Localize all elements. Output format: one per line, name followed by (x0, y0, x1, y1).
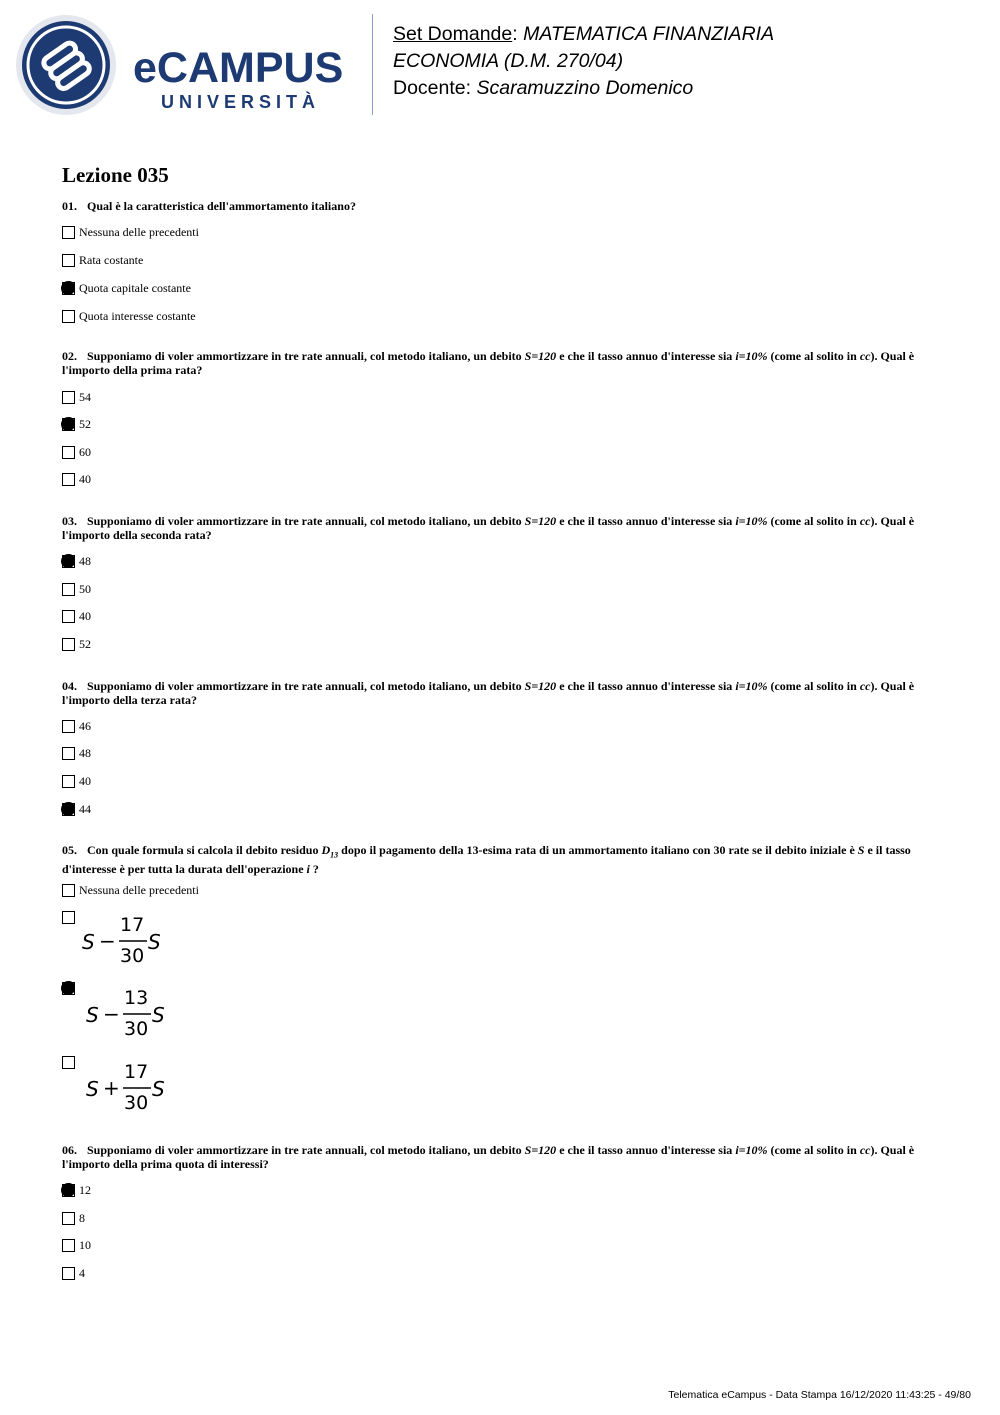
q01-option-2[interactable]: Rata costante (62, 252, 143, 268)
checkbox[interactable] (62, 638, 75, 651)
q04-option-3[interactable]: 40 (62, 773, 91, 789)
q05-option-1[interactable]: Nessuna delle precedenti (62, 882, 199, 898)
q06-option-3[interactable]: 10 (62, 1237, 91, 1253)
q04-option-1[interactable]: 46 (62, 718, 91, 734)
question-05: 05. Con quale formula si calcola il debito residuo $D_{13}$ dopo il pagamento della 13-esima rata di un ammortamento italiano con 30 rate se il debito iniziale è S e il tasso d'interesse è per tutta la durata dell'operazione i ? (62, 843, 911, 877)
q01-option-1[interactable]: Nessuna delle precedenti (62, 224, 199, 240)
checkbox[interactable] (62, 720, 75, 733)
svg-text:30: 30 (124, 1092, 149, 1114)
print-footer: Telematica eCampus - Data Stampa 16/12/2020 11:43:25 - 49/80 (668, 1389, 971, 1401)
q06-option-2[interactable]: 8 (62, 1210, 85, 1226)
q01-option-4[interactable]: Quota interesse costante (62, 308, 196, 324)
program-name: ECONOMIA (D.M. 270/04) (393, 50, 624, 72)
teacher-name: Scaramuzzino Domenico (476, 77, 694, 99)
checkbox[interactable] (62, 1212, 75, 1225)
checkbox[interactable] (62, 747, 75, 760)
question-02: 02. Supponiamo di voler ammortizzare in tre rate annuali, col metodo italiano, un debito S=120 e che il tasso annuo d'interesse sia i=10% (come al solito in cc). Qual è l'importo della prima rata? (62, 349, 915, 377)
question-06: 06. Supponiamo di voler ammortizzare in tre rate annuali, col metodo italiano, un debito S=120 e che il tasso annuo d'interesse sia i=10% (come al solito in cc). Qual è l'importo della prima quota di interessi? (62, 1143, 915, 1171)
checkbox[interactable] (62, 226, 75, 239)
checkbox[interactable] (62, 1056, 75, 1069)
checkbox[interactable] (62, 446, 75, 459)
header-divider (372, 14, 373, 115)
q03-option-1[interactable]: 48 (62, 553, 91, 569)
svg-text:S: S (152, 1077, 165, 1101)
svg-text:S: S (86, 1077, 99, 1101)
svg-text:17: 17 (124, 1061, 149, 1083)
checkbox[interactable] (62, 610, 75, 623)
svg-text:+: + (103, 1076, 120, 1100)
svg-text:S: S (152, 1003, 165, 1027)
formula-image (86, 1058, 186, 1120)
q02-option-2[interactable]: 52 (62, 416, 91, 432)
checkbox[interactable] (62, 254, 75, 267)
set-label: Set Domande (393, 23, 513, 45)
q06-option-1[interactable]: 12 (62, 1182, 91, 1198)
svg-text:30: 30 (124, 1018, 149, 1040)
question-01: 01. Qual è la caratteristica dell'ammortamento italiano? (62, 199, 356, 213)
svg-text:S: S (82, 930, 95, 954)
checkbox[interactable] (62, 911, 75, 924)
checkbox[interactable] (62, 775, 75, 788)
lesson-title: Lezione 035 (62, 163, 169, 187)
checkbox[interactable] (62, 1239, 75, 1252)
ecampus-logo (15, 14, 360, 116)
checkbox[interactable] (62, 1267, 75, 1280)
checkbox[interactable] (62, 473, 75, 486)
q02-option-1[interactable]: 54 (62, 389, 91, 405)
formula-image (86, 984, 186, 1046)
q04-option-4[interactable]: 44 (62, 801, 91, 817)
svg-text:S: S (148, 930, 161, 954)
formula-image (82, 911, 182, 973)
q04-option-2[interactable]: 48 (62, 745, 91, 761)
checkbox-checked[interactable] (62, 282, 75, 295)
course-name: MATEMATICA FINANZIARIA (523, 23, 775, 45)
svg-text:S: S (86, 1003, 99, 1027)
q01-option-3[interactable]: Quota capitale costante (62, 280, 191, 296)
course-header: Set Domande: MATEMATICA FINANZIARIA ECONOMIA (D.M. 270/04) Docente: Scaramuzzino Domenico (393, 23, 775, 99)
svg-text:17: 17 (120, 914, 145, 936)
q02-option-4[interactable]: 40 (62, 471, 91, 487)
checkbox[interactable] (62, 583, 75, 596)
checkbox[interactable] (62, 884, 75, 897)
checkbox-checked[interactable] (62, 418, 75, 431)
teacher-label: Docente (393, 77, 466, 99)
svg-text:eCAMPUS: eCAMPUS (133, 44, 344, 92)
q03-option-3[interactable]: 40 (62, 608, 91, 624)
checkbox[interactable] (62, 310, 75, 323)
question-03: 03. Supponiamo di voler ammortizzare in tre rate annuali, col metodo italiano, un debito S=120 e che il tasso annuo d'interesse sia i=10% (come al solito in cc). Qual è l'importo della seconda rata? (62, 514, 915, 542)
q02-option-3[interactable]: 60 (62, 444, 91, 460)
q06-option-4[interactable]: 4 (62, 1265, 85, 1281)
svg-text:−: − (99, 929, 116, 953)
svg-text:−: − (103, 1002, 120, 1026)
question-04: 04. Supponiamo di voler ammortizzare in tre rate annuali, col metodo italiano, un debito S=120 e che il tasso annuo d'interesse sia i=10% (come al solito in cc). Qual è l'importo della terza rata? (62, 679, 915, 707)
svg-text:30: 30 (120, 945, 145, 967)
checkbox-checked[interactable] (62, 555, 75, 568)
svg-text:13: 13 (124, 987, 149, 1009)
checkbox-checked[interactable] (62, 1184, 75, 1197)
q03-option-2[interactable]: 50 (62, 581, 91, 597)
q03-option-4[interactable]: 52 (62, 636, 91, 652)
checkbox-checked[interactable] (62, 982, 75, 995)
checkbox-checked[interactable] (62, 803, 75, 816)
svg-text:UNIVERSITÀ: UNIVERSITÀ (161, 92, 321, 112)
checkbox[interactable] (62, 391, 75, 404)
